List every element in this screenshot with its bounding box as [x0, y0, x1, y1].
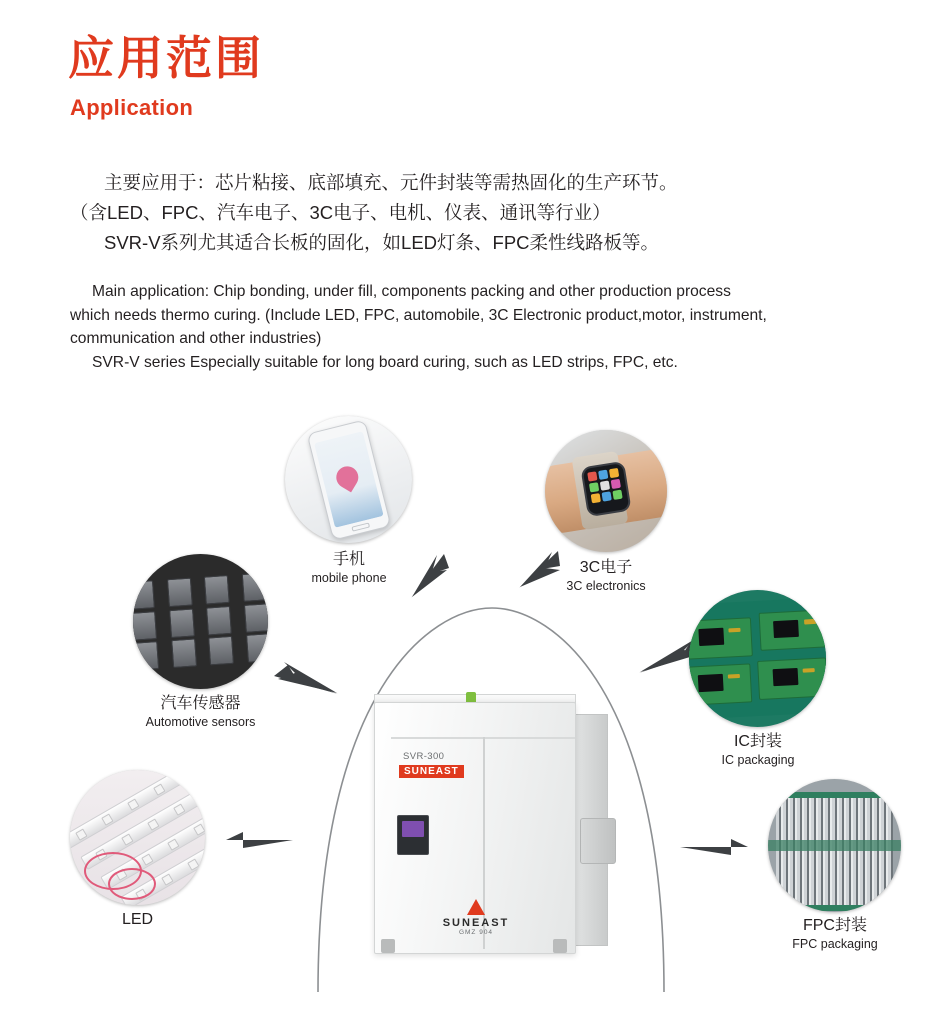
cn-line-1: 主要应用于：芯片粘接、底部填充、元件封装等需热固化的生产环节。 [104, 172, 678, 193]
caption-3c-electronics [535, 558, 677, 595]
machine-logo-sub: GMZ 904 [458, 929, 494, 936]
caption-cn-fpc-packaging: FPC封装 [802, 917, 867, 934]
led-image [70, 770, 205, 905]
caption-cn-3c-electronics: 3C电子 [579, 559, 633, 576]
page-title-en: Application [70, 94, 194, 120]
flame-icon [467, 899, 485, 915]
machine-model-label: SVR-300 [403, 751, 445, 762]
caption-cn-led: LED [121, 911, 154, 928]
machine-logo-name: SUNEAST [442, 917, 510, 929]
machine-control-panel[interactable] [397, 815, 429, 855]
automotive-sensors-image [133, 554, 268, 689]
bubble-ic-packaging[interactable] [689, 590, 826, 727]
caption-en-3c-electronics: 3C electronics [566, 579, 646, 593]
machine-logo [431, 899, 521, 936]
caption-mobile-phone [280, 550, 418, 587]
arrow-to-automotive-sensors [274, 662, 338, 694]
caption-fpc-packaging [762, 916, 908, 953]
caption-cn-ic-packaging: IC封装 [733, 733, 782, 750]
page-title-cn: 应用范围 [68, 33, 264, 84]
en-line-3: communication and other industries) [70, 330, 322, 348]
mobile-phone-image [285, 416, 412, 543]
caption-led [70, 910, 205, 931]
bubble-mobile-phone[interactable] [285, 416, 412, 543]
caption-en-automotive-sensors: Automotive sensors [145, 715, 256, 729]
cn-line-2: （含LED、FPC、汽车电子、3C电子、电机、仪表、通讯等行业） [70, 201, 611, 223]
caption-en-fpc-packaging: FPC packaging [792, 937, 878, 951]
curing-oven-machine [366, 692, 616, 982]
fpc-packaging-image [768, 779, 901, 912]
machine-cabinet [374, 702, 576, 954]
machine-foot-left [381, 939, 395, 953]
bubble-3c-electronics[interactable] [545, 430, 667, 552]
description-english [70, 280, 880, 375]
arrow-to-fpc-packaging [680, 839, 748, 855]
ic-packaging-image [689, 590, 826, 727]
bubble-led[interactable] [70, 770, 205, 905]
application-diagram [0, 392, 950, 1027]
caption-en-ic-packaging: IC packaging [721, 753, 795, 767]
en-line-2: which needs thermo curing. (Include LED, FPC, automobile, 3C Electronic product,motor, instrument, [70, 306, 767, 324]
caption-en-mobile-phone: mobile phone [311, 571, 387, 585]
bubble-automotive-sensors[interactable] [133, 554, 268, 689]
machine-exhaust-duct [580, 818, 616, 864]
en-line-4: SVR-V series Especially suitable for long board curing, such as LED strips, FPC, etc. [92, 353, 678, 371]
caption-automotive-sensors [128, 694, 273, 731]
application-description [70, 168, 880, 375]
caption-ic-packaging [690, 732, 826, 769]
machine-brand-badge: SUNEAST [399, 765, 464, 778]
en-line-1: Main application: Chip bonding, under fill, components packing and other production process [92, 282, 731, 300]
machine-foot-right [553, 939, 567, 953]
cn-line-3: SVR-V系列尤其适合长板的固化，如LED灯条、FPC柔性线路板等。 [104, 231, 660, 253]
arrow-to-led [226, 832, 293, 848]
description-chinese [70, 168, 880, 258]
caption-cn-mobile-phone: 手机 [332, 551, 365, 568]
bubble-fpc-packaging[interactable] [768, 779, 901, 912]
caption-cn-automotive-sensors: 汽车传感器 [160, 695, 241, 712]
page-header [68, 34, 264, 121]
3c-electronics-image [545, 430, 667, 552]
